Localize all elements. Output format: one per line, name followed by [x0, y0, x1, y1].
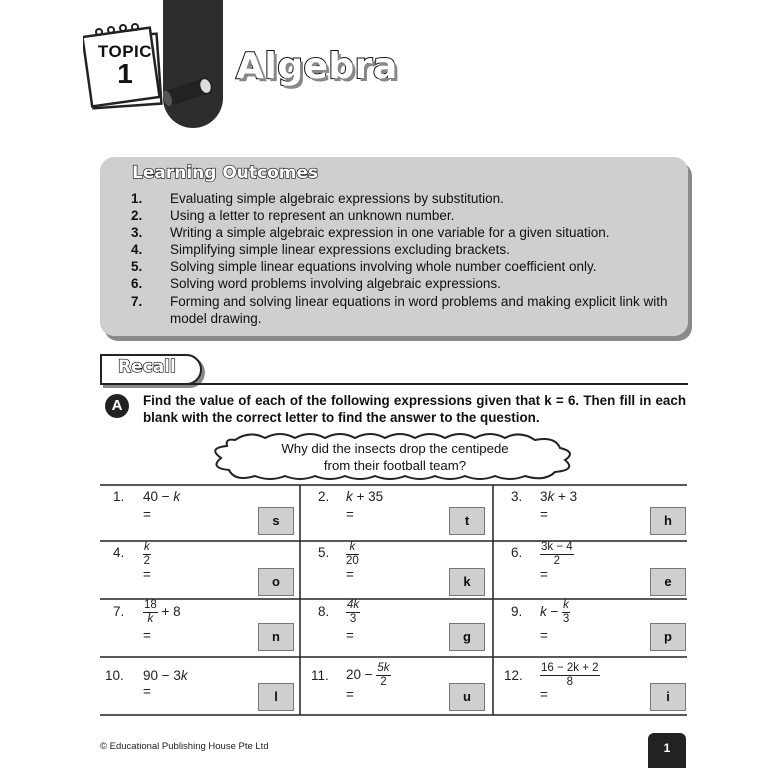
denominator: k	[147, 613, 154, 625]
numerator: 16 − 2k + 2	[541, 662, 599, 674]
question-number: 5.	[318, 545, 330, 560]
learning-outcomes-title: Learning Outcomes	[132, 163, 319, 183]
list-number: 3.	[131, 225, 143, 241]
fraction	[346, 542, 359, 567]
expression	[346, 663, 391, 688]
expression	[143, 489, 180, 504]
answer-letter-box: i	[650, 683, 686, 711]
expression	[540, 600, 570, 625]
section-letter-badge: A	[105, 394, 129, 418]
copyright-text: © Educational Publishing House Pte Ltd	[100, 741, 269, 752]
question-number: 7.	[113, 604, 125, 619]
list-item	[131, 293, 691, 327]
variable: k	[173, 489, 181, 504]
answer-letter-box: g	[449, 623, 485, 651]
denominator: 2	[553, 555, 561, 567]
numerator: 18	[144, 599, 157, 611]
question-number: 11.	[311, 668, 329, 683]
fraction	[143, 600, 158, 625]
expression	[346, 489, 383, 504]
answer-letter-box: n	[258, 623, 294, 651]
equals-sign: =	[540, 687, 548, 702]
numerator: k	[144, 541, 150, 553]
list-item	[131, 224, 691, 241]
expression	[143, 600, 181, 625]
fraction	[540, 542, 574, 567]
equals-sign: =	[540, 628, 548, 643]
list-text: Solving simple linear equations involving whole number coefficient only.	[170, 259, 597, 275]
list-number: 5.	[131, 259, 143, 275]
expression	[540, 663, 600, 688]
numerator: 4k	[347, 599, 360, 611]
list-item	[131, 258, 691, 275]
answer-letter-box: h	[650, 507, 686, 535]
numerator: 3k − 4	[541, 541, 573, 553]
expression-part: −	[546, 604, 563, 620]
variable: k	[180, 668, 188, 683]
equals-sign: =	[540, 507, 548, 522]
expression-part: + 3	[554, 489, 578, 504]
question-number: 3.	[511, 489, 523, 504]
variable: k	[547, 489, 555, 504]
question-number: 9.	[511, 604, 523, 619]
numerator: k	[563, 599, 569, 611]
riddle-line-2: from their football team?	[323, 458, 467, 473]
expression-part: 90 − 3	[143, 668, 181, 683]
equals-sign: =	[346, 507, 354, 522]
expression-part: 20 −	[346, 667, 377, 683]
fraction	[143, 542, 151, 567]
list-number: 6.	[131, 276, 143, 292]
denominator: 3	[562, 613, 570, 625]
list-number: 2.	[131, 208, 143, 224]
pencil-icon	[160, 70, 220, 110]
variable: k	[346, 489, 353, 504]
instruction-text: Find the value of each of the following expressions given that k = 6. Then fill in each blank with the correct letter to find the answer to the question.	[143, 393, 686, 425]
answer-letter-box: o	[258, 568, 294, 596]
fraction	[376, 663, 390, 688]
expression	[346, 600, 360, 625]
list-number: 7.	[131, 293, 143, 309]
list-number: 1.	[131, 191, 143, 206]
fraction	[346, 600, 360, 625]
denominator: 20	[346, 555, 359, 567]
equals-sign: =	[143, 507, 151, 522]
equals-sign: =	[346, 628, 354, 643]
section-divider	[100, 383, 688, 385]
numerator: 5k	[377, 662, 390, 674]
expression-part: 3	[540, 489, 548, 504]
list-text: Writing a simple algebraic expression in one variable for a given situation.	[170, 225, 610, 241]
riddle-line-1: Why did the insects drop the centipede	[281, 441, 509, 456]
question-number: 2.	[318, 489, 330, 504]
list-item	[131, 190, 691, 207]
denominator: 8	[566, 676, 573, 688]
list-item	[131, 207, 691, 224]
answer-letter-box: e	[650, 568, 686, 596]
expression-part: 40 −	[143, 489, 174, 504]
list-text: Simplifying simple linear expressions excluding brackets.	[170, 242, 510, 258]
expression-part: + 35	[352, 489, 384, 504]
expression	[346, 542, 359, 567]
list-text: Using a letter to represent an unknown number.	[170, 208, 455, 224]
answer-letter-box: k	[449, 568, 485, 596]
list-number: 4.	[131, 242, 143, 258]
equals-sign: =	[143, 567, 151, 582]
equals-sign: =	[346, 567, 354, 582]
expression	[540, 542, 574, 567]
denominator: 2	[380, 676, 387, 688]
fraction	[562, 600, 570, 625]
equals-sign: =	[143, 628, 151, 643]
expression	[540, 489, 577, 504]
recall-label: Recall	[118, 357, 176, 377]
equals-sign: =	[540, 567, 548, 582]
list-text: Evaluating simple algebraic expressions by substitution.	[170, 191, 504, 206]
expression-part: + 8	[157, 604, 181, 620]
page-number: 1	[648, 733, 686, 768]
numerator: k	[346, 542, 359, 555]
topic-label: TOPIC	[97, 42, 153, 61]
equals-sign: =	[346, 687, 354, 702]
answer-letter-box: l	[258, 683, 294, 711]
topic-number: 1	[117, 58, 133, 89]
expression	[143, 668, 188, 683]
question-number: 10.	[105, 668, 124, 683]
answer-letter-box: t	[449, 507, 485, 535]
denominator: 3	[349, 613, 357, 625]
question-number: 1.	[113, 489, 125, 504]
list-item	[131, 241, 691, 258]
fraction	[540, 663, 600, 688]
question-number: 12.	[504, 668, 523, 683]
answer-letter-box: p	[650, 623, 686, 651]
variable: k	[540, 604, 547, 620]
list-item	[131, 275, 691, 292]
list-text: Solving word problems involving algebraic expressions.	[170, 276, 501, 292]
answer-letter-box: s	[258, 507, 294, 535]
question-number: 6.	[511, 545, 523, 560]
riddle-question	[235, 440, 555, 474]
question-number: 8.	[318, 604, 330, 619]
answer-letter-box: u	[449, 683, 485, 711]
learning-outcomes-list	[131, 190, 691, 327]
expression	[143, 542, 151, 567]
list-text: Forming and solving linear equations in word problems and making explicit link with model drawing.	[170, 293, 668, 326]
question-number: 4.	[113, 545, 125, 560]
denominator: 2	[143, 555, 151, 567]
page-title: Algebra	[236, 46, 398, 87]
equals-sign: =	[143, 684, 151, 699]
